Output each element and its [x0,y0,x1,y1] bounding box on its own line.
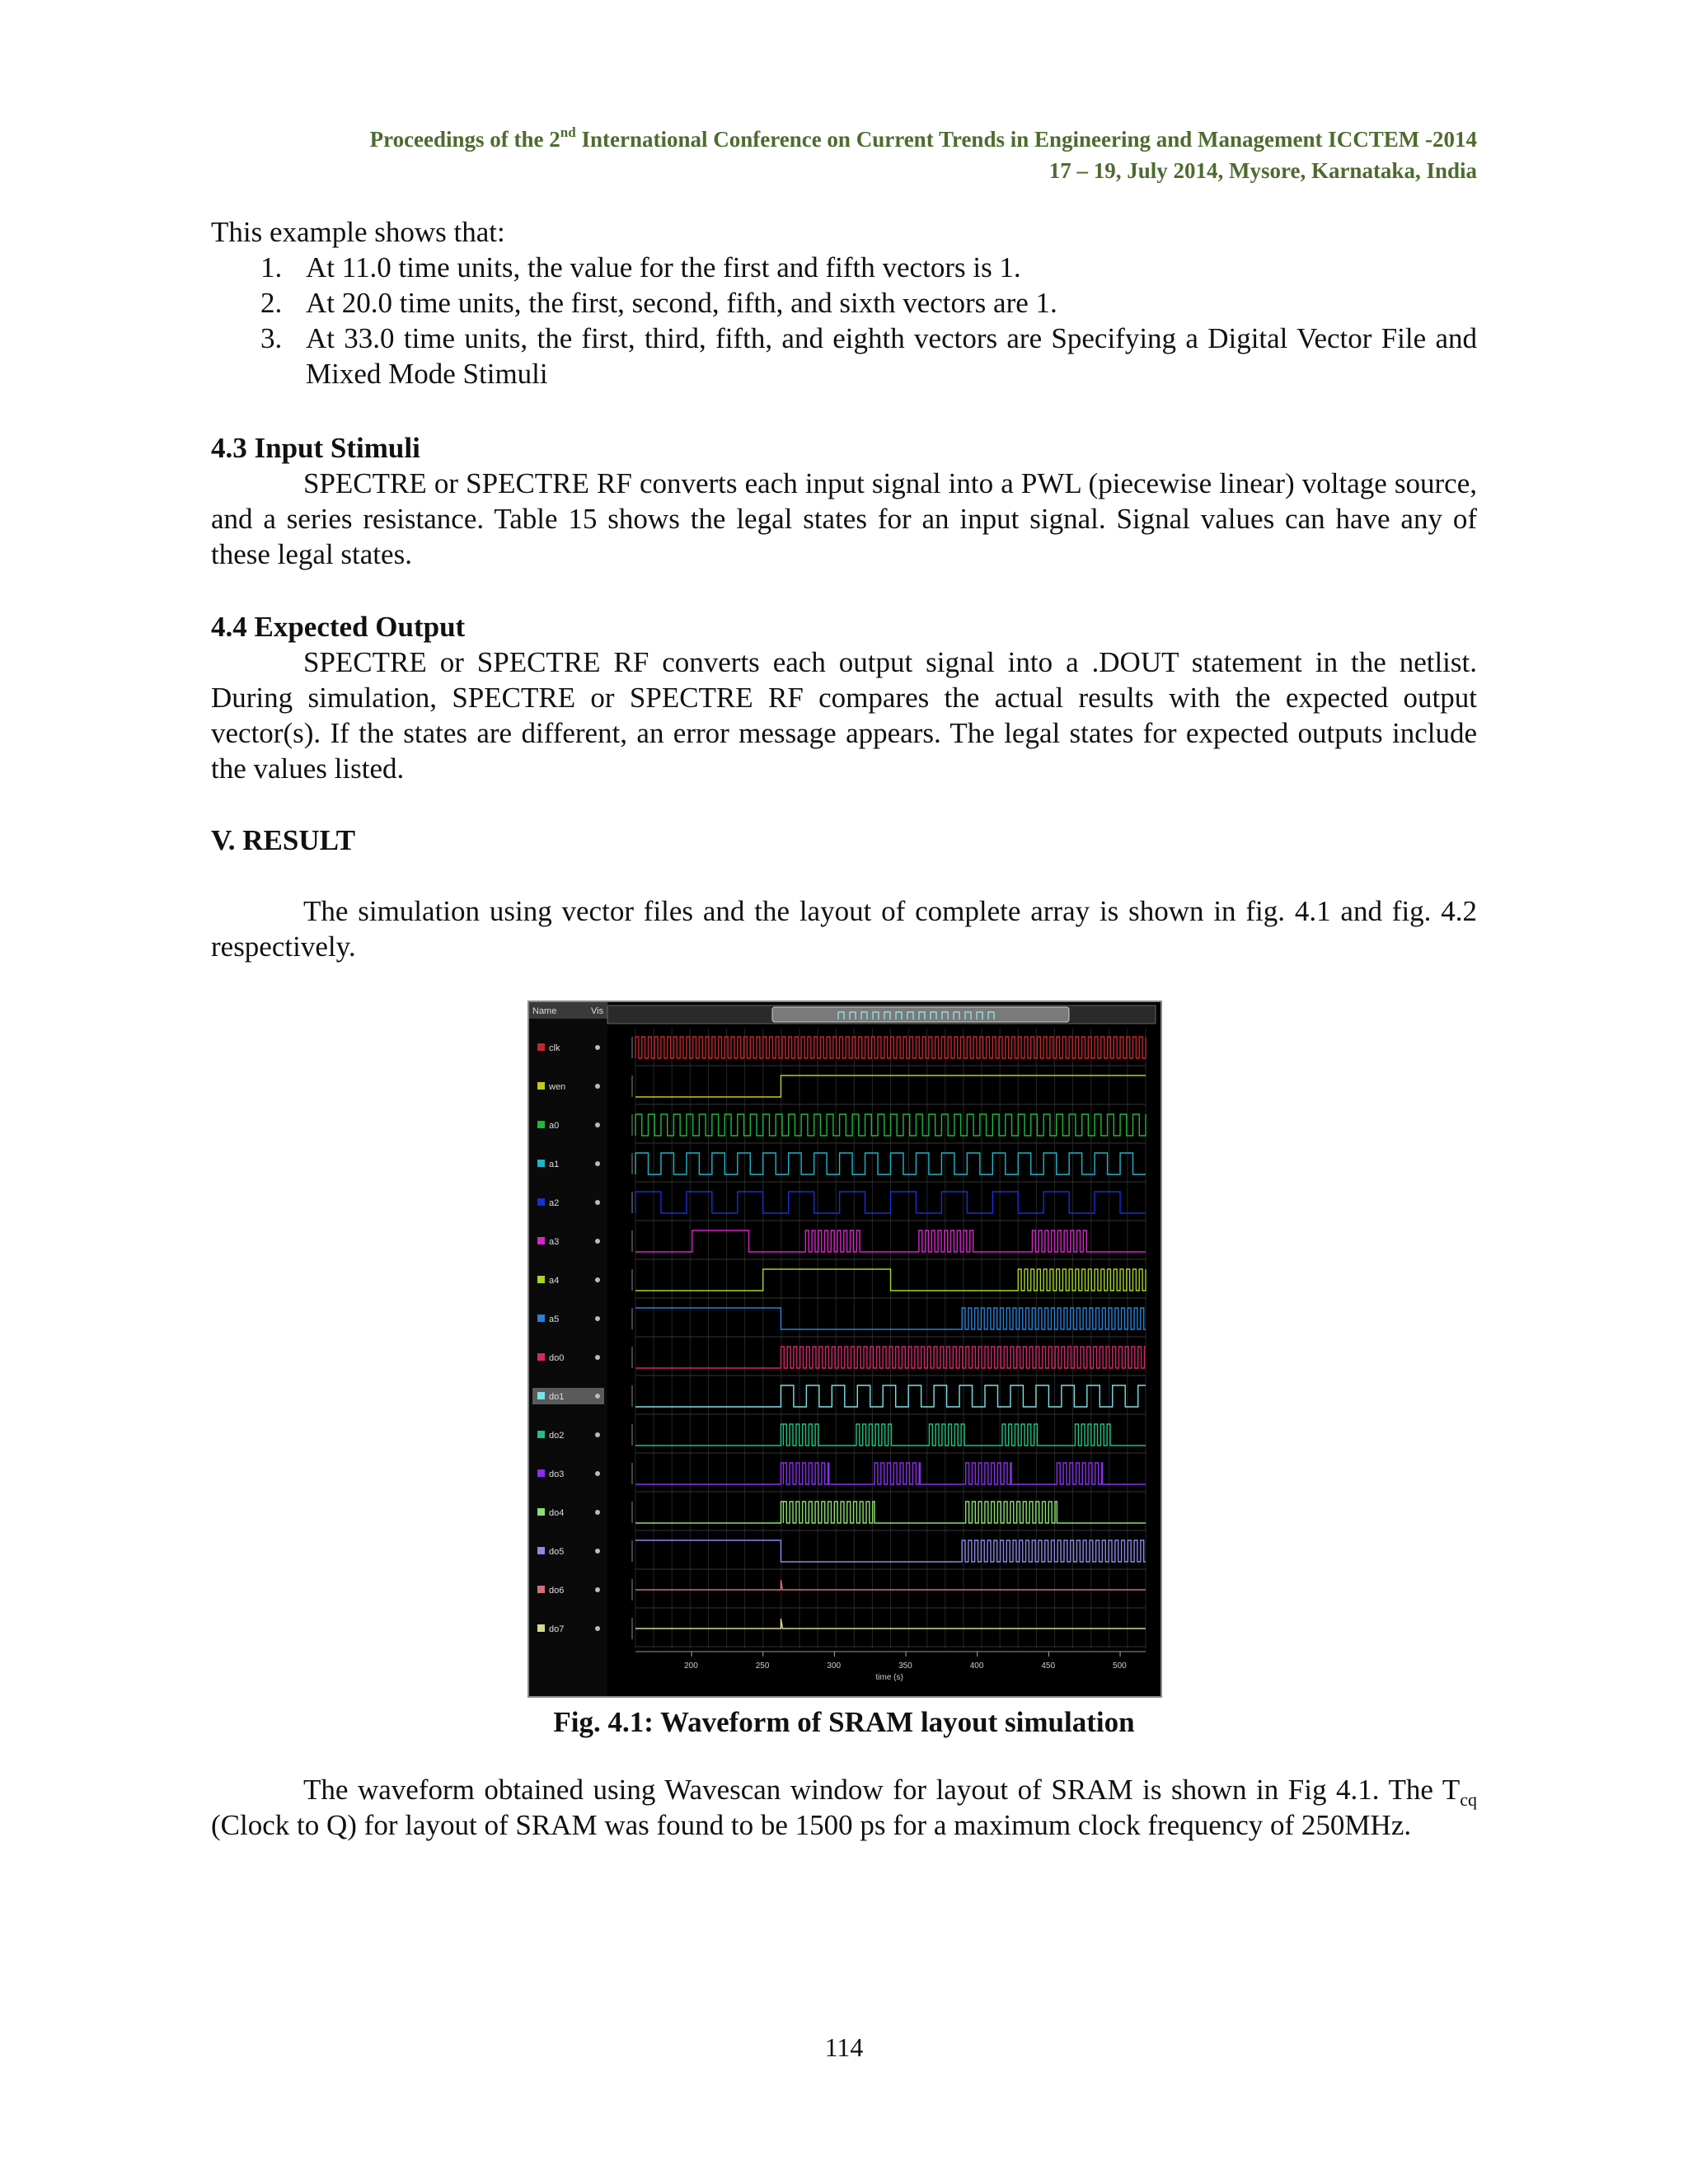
visibility-dot [595,1045,600,1050]
list-item: 1. At 11.0 time units, the value for the first and fifth vectors is 1. [260,251,1021,284]
x-tick-label: 250 [755,1661,770,1671]
x-tick-label: 350 [898,1661,912,1671]
signal-color-swatch [537,1431,545,1438]
signal-color-swatch [537,1508,545,1516]
section-result [211,823,1477,858]
visibility-dot [595,1432,600,1437]
signal-name-label: do5 [549,1547,565,1557]
x-tick-label: 450 [1041,1661,1056,1671]
visibility-dot [595,1510,600,1515]
visibility-dot [595,1471,600,1476]
figure-caption: Fig. 4.1: Waveform of SRAM layout simulation [553,1706,1135,1738]
signal-name-label: do2 [549,1431,565,1441]
signal-name-label: do0 [549,1353,565,1363]
visibility-dot [595,1549,600,1554]
x-axis-label: time (s) [875,1673,903,1682]
signal-color-swatch [537,1237,545,1244]
x-tick-label: 200 [684,1661,698,1671]
signal-name-label: a2 [549,1198,560,1208]
waveform-figure [528,1001,1162,1698]
waveform-trace [635,1192,1146,1213]
section-heading: V. RESULT [211,824,356,856]
signal-name-label: do7 [549,1624,565,1634]
visibility-dot [595,1161,600,1166]
visibility-dot [595,1239,600,1244]
signal-name-label: a3 [549,1237,560,1247]
header-line-1: Proceedings of the 2nd International Conference on Current Trends in Engineering and Management ICCTEM -2014 [369,124,1477,152]
waveform-plot [529,1002,1160,1696]
signal-name-label: a4 [549,1276,560,1286]
list-item: 3. At 33.0 time units, the first, third, fifth, and eighth vectors are Specifying a Digital Vector File and Mixed Mode Stimuli [260,322,1477,390]
visibility-dot [595,1394,600,1399]
scrollbar-thumb [772,1007,1069,1022]
signal-name-label: a5 [549,1315,560,1324]
signal-color-swatch [537,1392,545,1399]
signal-color-swatch [537,1469,545,1477]
signal-name-label: do3 [549,1469,565,1479]
visibility-dot [595,1316,600,1321]
signal-color-swatch [537,1043,545,1051]
section-paragraph: SPECTRE or SPECTRE RF converts each input signal into a PWL (piecewise linear) voltage source, and a series resistance. Table 15 shows the legal states for an input signal. Signal values can have any of these legal states. [211,467,1477,570]
visibility-dot [595,1626,600,1631]
signal-color-swatch [537,1160,545,1167]
section-heading: 4.3 Input Stimuli [211,432,420,464]
section-paragraph: The simulation using vector files and the layout of complete array is shown in fig. 4.1 and fig. 4.2 respectively. [211,895,1477,963]
signal-name-label: a1 [549,1160,560,1169]
section-paragraph: SPECTRE or SPECTRE RF converts each output signal into a .DOUT statement in the netlist. During simulation, SPECTRE or SPECTRE RF compares the actual results with the expected output vector(s). If the states are different, an error message appears. The legal states for expected outputs include the values listed. [211,646,1477,785]
signal-name-label: do6 [549,1586,565,1596]
section-expected-output [211,609,1477,786]
visibility-dot [595,1587,600,1592]
signal-name-label: wen [549,1082,566,1092]
example-list [211,250,1477,391]
x-tick-label: 300 [827,1661,842,1671]
signal-color-swatch [537,1198,545,1206]
name-column-header: Name [532,1006,557,1016]
signal-color-swatch [537,1586,545,1593]
signal-name-label: clk [549,1043,560,1053]
list-item: 2. At 20.0 time units, the first, second, fifth, and sixth vectors are 1. [260,287,1057,319]
signal-color-swatch [537,1547,545,1554]
visibility-dot [595,1277,600,1282]
signal-name-label: do4 [549,1508,565,1518]
x-tick-label: 400 [969,1661,984,1671]
result-paragraph-wrap [211,893,1477,964]
signal-name-label: do1 [549,1392,565,1402]
signal-color-swatch [537,1353,545,1361]
header-line-2: 17 – 19, July 2014, Mysore, Karnataka, India [1048,158,1477,183]
signal-color-swatch [537,1082,545,1090]
signal-name-label: a0 [549,1121,560,1131]
closing-paragraph: The waveform obtained using Wavescan window for layout of SRAM is shown in Fig 4.1. The $T_{cq}$ (Clock to Q) for layout of SRAM was found to be 1500 ps for a maximum clock frequency of 250MHz. [211,1774,1477,1841]
signal-color-swatch [537,1624,545,1632]
signal-color-swatch [537,1315,545,1322]
x-tick-label: 500 [1113,1661,1127,1671]
intro-text: This example shows that: [211,216,505,248]
vis-column-header: Vis [591,1006,604,1016]
visibility-dot [595,1355,600,1360]
list-section [211,214,1477,391]
visibility-dot [595,1200,600,1205]
signal-color-swatch [537,1276,545,1283]
section-input-stimuli [211,430,1477,572]
waveform-trace [635,1037,1146,1058]
running-header [211,124,1477,186]
signal-color-swatch [537,1121,545,1128]
visibility-dot [595,1084,600,1089]
closing-section [211,1772,1477,1843]
section-heading: 4.4 Expected Output [211,611,466,643]
waveform-trace [635,1114,1146,1136]
page-number: 114 [824,2032,864,2062]
visibility-dot [595,1122,600,1127]
waveform-trace [635,1153,1146,1174]
